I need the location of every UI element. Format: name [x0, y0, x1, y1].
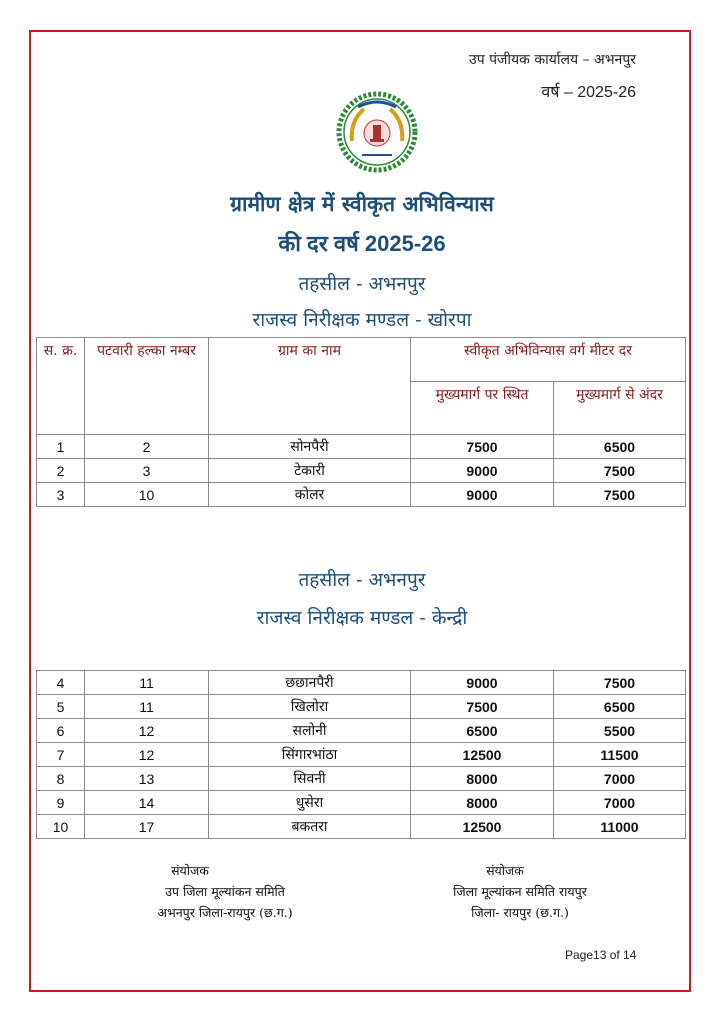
government-emblem-icon: [336, 91, 418, 173]
header-inside-main-road: मुख्यमार्ग से अंदर: [554, 381, 686, 434]
table-row: [37, 695, 686, 719]
cell-halka: 11: [85, 671, 209, 695]
cell-halka: 12: [85, 743, 209, 767]
mandal-heading-2: राजस्व निरीक्षक मण्डल - केन्द्री: [256, 607, 468, 629]
cell-village: कोलर: [209, 483, 411, 507]
cell-halka: 13: [85, 767, 209, 791]
table-row: [37, 791, 686, 815]
cell-village: सलोनी: [209, 719, 411, 743]
sig-left-role: संयोजक: [171, 863, 209, 878]
cell-halka: 10: [85, 483, 209, 507]
table-row: [37, 815, 686, 839]
cell-inside-rate: 11500: [554, 743, 686, 767]
sig-right-location: जिला- रायपुर (छ.ग.): [471, 905, 569, 920]
tehsil-heading-1: तहसील - अभनपुर: [298, 273, 426, 295]
sig-right-committee: जिला मूल्यांकन समिति रायपुर: [453, 884, 587, 899]
table-row: [37, 483, 686, 507]
cell-village: धुसेरा: [209, 791, 411, 815]
financial-year: वर्ष – 2025-26: [541, 84, 636, 101]
page-border: [29, 30, 691, 992]
cell-sno: 7: [37, 743, 85, 767]
cell-on-road-rate: 9000: [411, 459, 554, 483]
table-row: [37, 743, 686, 767]
cell-on-road-rate: 12500: [411, 743, 554, 767]
cell-on-road-rate: 8000: [411, 767, 554, 791]
cell-sno: 10: [37, 815, 85, 839]
cell-halka: 12: [85, 719, 209, 743]
signature-block-right: [410, 860, 630, 923]
cell-inside-rate: 7000: [554, 767, 686, 791]
cell-inside-rate: 6500: [554, 695, 686, 719]
page-number: Page13 of 14: [565, 948, 637, 962]
cell-sno: 1: [37, 435, 85, 459]
cell-sno: 5: [37, 695, 85, 719]
cell-on-road-rate: 9000: [411, 483, 554, 507]
cell-sno: 3: [37, 483, 85, 507]
table-row: [37, 767, 686, 791]
cell-village: सिवनी: [209, 767, 411, 791]
cell-inside-rate: 7500: [554, 459, 686, 483]
mandal-heading-1: राजस्व निरीक्षक मण्डल - खोरपा: [252, 309, 472, 331]
cell-on-road-rate: 9000: [411, 671, 554, 695]
cell-inside-rate: 7500: [554, 671, 686, 695]
cell-sno: 6: [37, 719, 85, 743]
rate-table-kendri: [36, 670, 686, 839]
sig-left-committee: उप जिला मूल्यांकन समिति: [165, 884, 285, 899]
document-title-line2: की दर वर्ष 2025-26: [278, 231, 446, 256]
cell-on-road-rate: 7500: [411, 435, 554, 459]
cell-halka: 14: [85, 791, 209, 815]
office-name: उप पंजीयक कार्यालय – अभनपुर: [469, 52, 636, 68]
cell-inside-rate: 7000: [554, 791, 686, 815]
table-row: [37, 459, 686, 483]
cell-sno: 9: [37, 791, 85, 815]
header-serial-no: स. क्र.: [37, 338, 85, 435]
sig-left-location: अभनपुर जिला-रायपुर (छ.ग.): [157, 905, 293, 920]
table-row: [37, 435, 686, 459]
header-patwari-halka: पटवारी हल्का नम्बर: [85, 338, 209, 435]
cell-village: खिलोरा: [209, 695, 411, 719]
cell-village: सिंगारभांठा: [209, 743, 411, 767]
header-on-main-road: मुख्यमार्ग पर स्थित: [411, 381, 554, 434]
cell-village: छछानपैरी: [209, 671, 411, 695]
cell-on-road-rate: 12500: [411, 815, 554, 839]
signature-block-left: [100, 860, 350, 923]
cell-on-road-rate: 8000: [411, 791, 554, 815]
header-village-name: ग्राम का नाम: [209, 338, 411, 435]
cell-inside-rate: 5500: [554, 719, 686, 743]
cell-village: सोनपैरी: [209, 435, 411, 459]
sig-right-role: संयोजक: [486, 863, 524, 878]
cell-sno: 8: [37, 767, 85, 791]
cell-village: बकतरा: [209, 815, 411, 839]
cell-halka: 11: [85, 695, 209, 719]
header-rate-group: स्वीकृत अभिविन्यास वर्ग मीटर दर: [411, 338, 686, 382]
cell-on-road-rate: 6500: [411, 719, 554, 743]
cell-halka: 3: [85, 459, 209, 483]
tehsil-heading-2: तहसील - अभनपुर: [298, 569, 426, 591]
table-row: [37, 719, 686, 743]
cell-inside-rate: 11000: [554, 815, 686, 839]
rate-table-khorpa: [36, 337, 686, 507]
cell-village: टेकारी: [209, 459, 411, 483]
cell-inside-rate: 6500: [554, 435, 686, 459]
cell-on-road-rate: 7500: [411, 695, 554, 719]
cell-sno: 4: [37, 671, 85, 695]
cell-inside-rate: 7500: [554, 483, 686, 507]
cell-sno: 2: [37, 459, 85, 483]
cell-halka: 2: [85, 435, 209, 459]
cell-halka: 17: [85, 815, 209, 839]
table-row: [37, 671, 686, 695]
document-title-line1: ग्रामीण क्षेत्र में स्वीकृत अभिविन्यास: [230, 192, 494, 216]
